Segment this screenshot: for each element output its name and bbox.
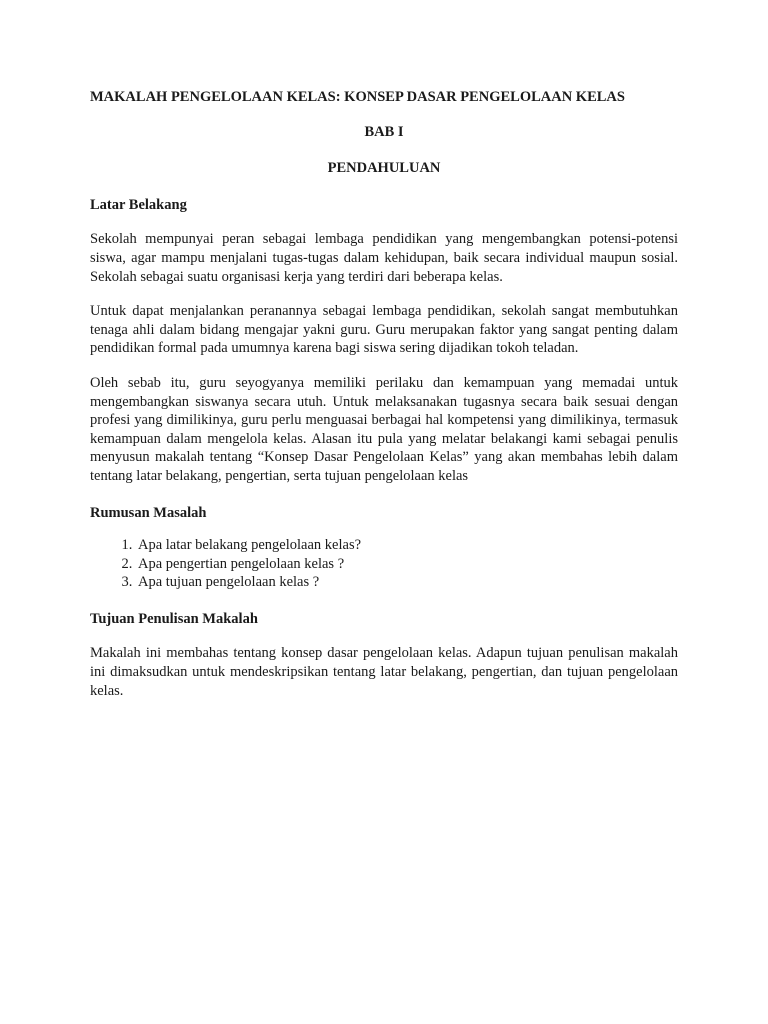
paragraph-latar-3: Oleh sebab itu, guru seyogyanya memiliki perilaku dan kemampuan yang memadai untuk mengembangkan siswanya secara utuh. Untuk melaksanakan tugasnya secara baik sesuai dengan profesi yang dimilikinya, guru perlu menguasai berbagai hal kompetensi yang dimilikinya, termasuk kemampuan dalam mengelola kelas. Alasan itu pula yang melatar belakangi kami sebagai penulis menyusun makalah tentang “Konsep Dasar Pengelolaan Kelas” yang akan membahas lebih dalam tentang latar belakang, pengertian, serta tujuan pengelolaan kelas [90, 374, 678, 484]
paragraph-latar-1: Sekolah mempunyai peran sebagai lembaga pendidikan yang mengembangkan potensi-potensi siswa, agar mampu menjalani tugas-tugas dalam kehidupan, baik secara individual maupun sosial. Sekolah sebagai suatu organisasi kerja yang terdiri dari beberapa kelas. [90, 231, 678, 285]
question-list [90, 536, 678, 592]
section-heading-tujuan-penulisan: Tujuan Penulisan Makalah [90, 610, 258, 627]
paragraph-tujuan: Makalah ini membahas tentang konsep dasar pengelolaan kelas. Adapun tujuan penulisan makalah ini dimaksudkan untuk mendeskripsikan tentang latar belakang, pengertian, dan tujuan pengelolaan kelas. [90, 645, 678, 699]
chapter-title: PENDAHULUAN [327, 160, 441, 177]
chapter-number: BAB I [364, 123, 404, 140]
list-item: 1. Apa latar belakang pengelolaan kelas? [136, 536, 678, 555]
list-item: 3. Apa tujuan pengelolaan kelas ? [136, 573, 678, 592]
list-item: 2. Apa pengertian pengelolaan kelas ? [136, 555, 678, 574]
paragraph-latar-2: Untuk dapat menjalankan peranannya sebagai lembaga pendidikan, sekolah sangat membutuhkan tenaga ahli dalam bidang mengajar yakni guru. Guru merupakan faktor yang sangat penting dalam pendidikan formal pada umumnya karena bagi siswa sering dijadikan tokoh teladan. [90, 303, 678, 357]
section-heading-rumusan-masalah: Rumusan Masalah [90, 504, 207, 521]
document-page [90, 88, 678, 700]
document-title: MAKALAH PENGELOLAAN KELAS: KONSEP DASAR PENGELOLAAN KELAS [90, 89, 625, 105]
section-heading-latar-belakang: Latar Belakang [90, 196, 187, 213]
